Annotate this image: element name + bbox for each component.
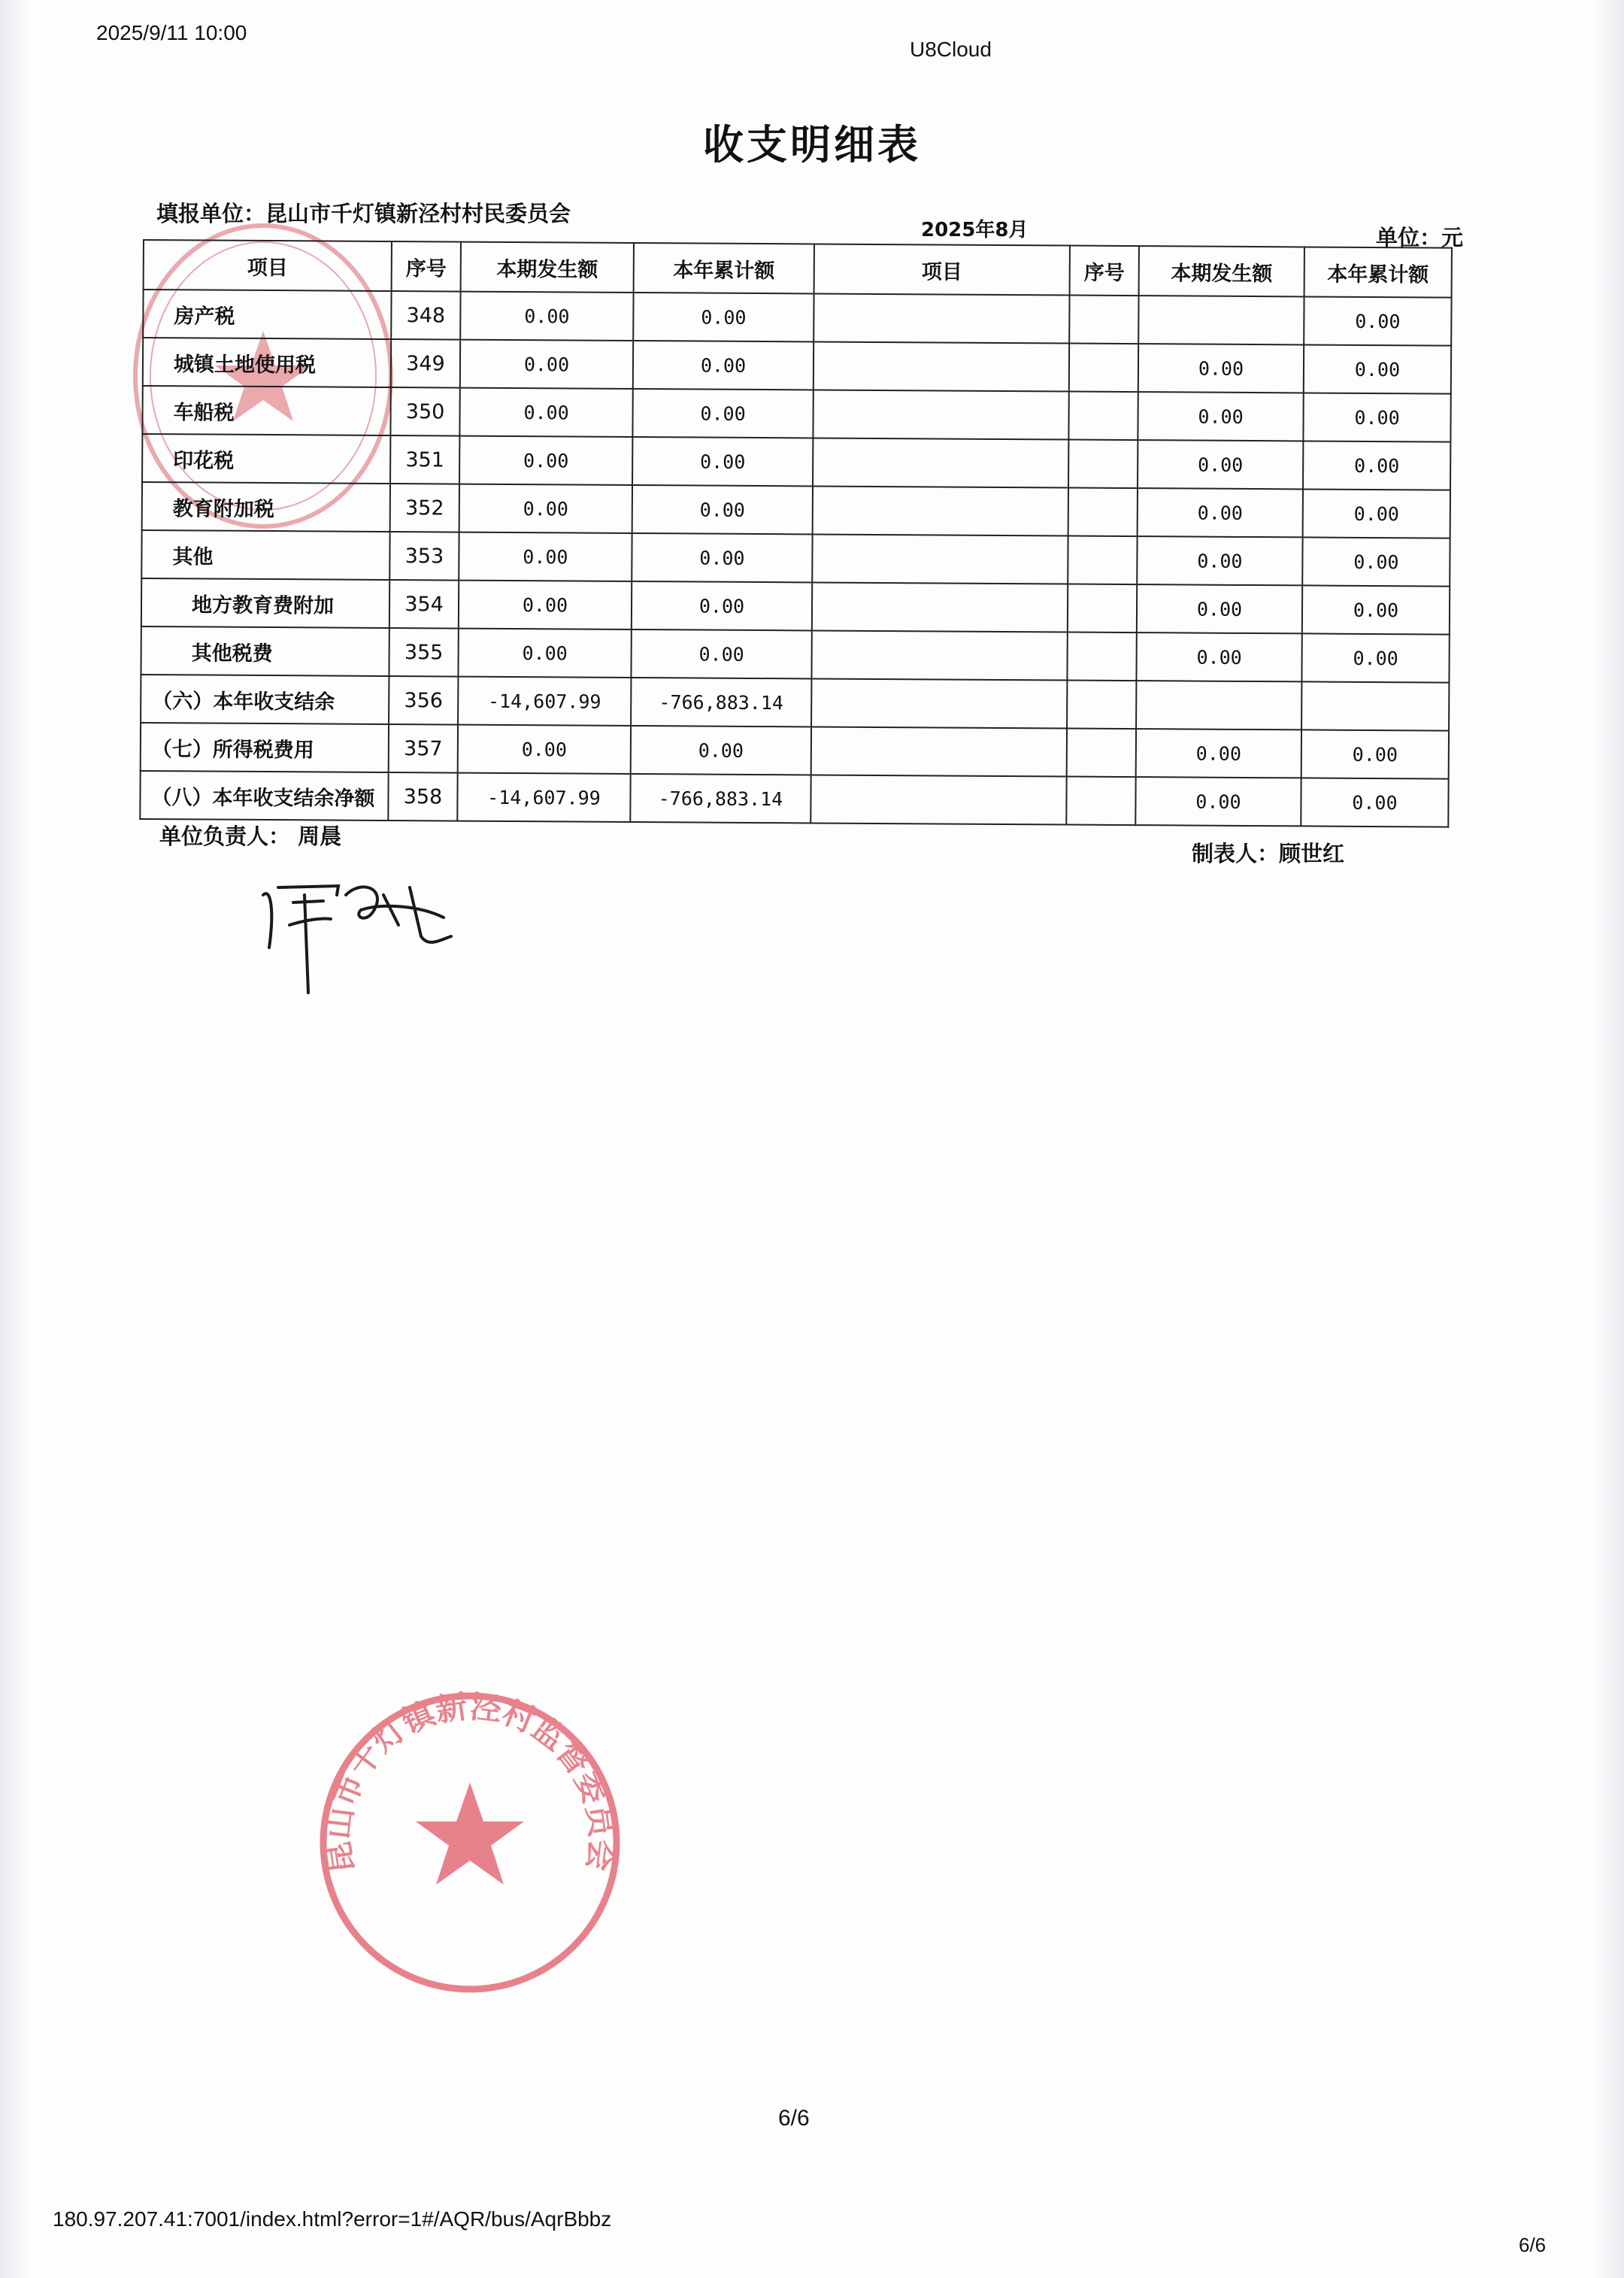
page-title: 收支明细表 — [703, 121, 921, 168]
header-ytd-left: 本年累计额 — [634, 243, 814, 293]
svg-text:昆山市千灯镇新泾村监督委员会: 昆山市千灯镇新泾村监督委员会 — [319, 1688, 621, 1876]
row-right-ytd: 0.00 — [1301, 730, 1449, 778]
row-ytd: 0.00 — [633, 341, 814, 390]
stamp-bottom-icon — [304, 1685, 635, 2000]
header-item-right: 项目 — [814, 244, 1070, 295]
row-right-item — [811, 630, 1067, 680]
row-right-ytd: 0.00 — [1303, 489, 1450, 538]
header-current-left: 本期发生额 — [461, 242, 634, 293]
row-current: -14,607.99 — [457, 773, 630, 822]
row-right-seq — [1067, 729, 1136, 778]
currency-unit: 单位：元 — [1376, 225, 1464, 250]
row-right-current — [1138, 296, 1304, 344]
row-item: 车船税 — [142, 386, 390, 435]
row-right-current: 0.00 — [1136, 729, 1301, 778]
row-right-seq — [1069, 296, 1138, 344]
row-seq: 357 — [389, 724, 458, 773]
scan-edge-right — [1594, 0, 1624, 2278]
row-right-ytd — [1301, 681, 1449, 730]
row-seq: 349 — [391, 339, 460, 388]
reporting-unit: 填报单位：昆山市千灯镇新泾村村民委员会 — [156, 201, 571, 226]
row-item: 城镇土地使用税 — [143, 338, 391, 387]
row-ytd: 0.00 — [633, 293, 814, 341]
row-right-item — [813, 390, 1068, 439]
scan-edge-left — [0, 0, 30, 2278]
row-right-item — [814, 293, 1069, 343]
row-seq: 350 — [390, 387, 459, 436]
row-item: （七）所得税费用 — [141, 723, 389, 772]
row-right-seq — [1067, 632, 1136, 681]
row-right-ytd: 0.00 — [1304, 344, 1451, 393]
preparer-label: 制表人：顾世红 — [1192, 841, 1345, 866]
row-current: 0.00 — [458, 725, 631, 774]
row-current: 0.00 — [459, 581, 632, 629]
table-row — [141, 578, 1450, 635]
unit-head-label: 单位负责人： 周晨 — [159, 824, 342, 849]
print-url: 180.97.207.41:7001/index.html?error=1#/AQR/bus/AqrBbbz — [53, 2207, 612, 2231]
row-ytd: 0.00 — [632, 389, 813, 438]
row-right-item — [813, 438, 1068, 487]
row-item: 其他税费 — [141, 626, 389, 676]
row-right-ytd: 0.00 — [1303, 393, 1450, 441]
page-indicator: 6/6 — [778, 2106, 810, 2131]
row-right-item — [811, 726, 1067, 776]
row-right-seq — [1069, 344, 1138, 393]
row-right-current: 0.00 — [1138, 344, 1304, 393]
row-right-current: 0.00 — [1138, 392, 1303, 441]
row-right-seq — [1068, 488, 1138, 537]
row-seq: 355 — [389, 628, 458, 677]
header-current-right: 本期发生额 — [1139, 246, 1304, 296]
table-row — [143, 338, 1451, 394]
row-item: 房产税 — [143, 290, 391, 339]
table-row — [142, 386, 1450, 442]
row-current: 0.00 — [459, 436, 632, 485]
handwritten-signature-icon — [248, 865, 459, 1000]
row-right-ytd: 0.00 — [1302, 537, 1450, 586]
row-right-current: 0.00 — [1138, 488, 1303, 537]
row-right-item — [812, 582, 1068, 632]
row-right-ytd: 0.00 — [1304, 296, 1451, 345]
row-right-seq — [1068, 440, 1138, 489]
row-ytd: -766,883.14 — [631, 678, 811, 726]
row-right-seq — [1067, 681, 1136, 730]
row-current: 0.00 — [459, 388, 632, 437]
row-right-seq — [1066, 777, 1135, 826]
row-seq: 352 — [390, 484, 459, 532]
row-right-item — [813, 486, 1068, 535]
row-right-seq — [1068, 584, 1137, 633]
row-current: 0.00 — [460, 340, 633, 389]
header-ytd-right: 本年累计额 — [1304, 247, 1452, 297]
row-right-seq — [1068, 392, 1138, 441]
row-ytd: 0.00 — [632, 533, 812, 582]
row-right-ytd: 0.00 — [1302, 585, 1450, 634]
table-row — [142, 482, 1450, 538]
row-current: -14,607.99 — [458, 677, 631, 726]
row-item: 印花税 — [142, 434, 390, 484]
row-ytd: 0.00 — [631, 726, 811, 775]
row-item: 教育附加税 — [142, 482, 390, 532]
table-header-row — [144, 240, 1452, 298]
row-right-ytd: 0.00 — [1301, 778, 1448, 827]
table-row — [142, 434, 1450, 490]
report-table — [139, 239, 1453, 828]
row-seq: 354 — [389, 580, 459, 629]
row-current: 0.00 — [459, 484, 632, 533]
table-row — [141, 530, 1450, 587]
row-right-current: 0.00 — [1136, 632, 1301, 681]
row-current: 0.00 — [458, 629, 631, 678]
row-seq: 353 — [389, 532, 459, 581]
table-row — [140, 771, 1448, 827]
row-ytd: 0.00 — [632, 437, 813, 486]
row-right-current — [1136, 681, 1301, 730]
row-item: （八）本年收支结余净额 — [140, 771, 388, 821]
row-right-item — [810, 775, 1066, 824]
row-right-current: 0.00 — [1137, 584, 1302, 633]
report-table-wrap — [139, 239, 1451, 828]
row-right-current: 0.00 — [1138, 440, 1303, 489]
row-item: 其他 — [141, 530, 389, 580]
row-current: 0.00 — [460, 292, 633, 341]
row-right-item — [812, 534, 1068, 584]
row-right-current: 0.00 — [1137, 536, 1302, 585]
print-page-number: 6/6 — [1519, 2234, 1547, 2256]
row-right-current: 0.00 — [1135, 777, 1301, 826]
row-seq: 358 — [388, 772, 457, 821]
row-seq: 348 — [391, 291, 460, 340]
row-ytd: 0.00 — [632, 485, 813, 534]
print-app-title: U8Cloud — [910, 38, 992, 61]
table-row — [143, 290, 1451, 346]
row-item: 地方教育费附加 — [141, 578, 389, 628]
print-datetime: 2025/9/11 10:00 — [96, 21, 247, 44]
row-seq: 351 — [390, 435, 459, 484]
row-ytd: 0.00 — [632, 581, 812, 630]
header-seq-left: 序号 — [392, 241, 461, 292]
row-right-seq — [1068, 536, 1137, 585]
row-seq: 356 — [389, 676, 458, 725]
row-right-ytd: 0.00 — [1301, 633, 1449, 682]
report-period: 2025年8月 — [921, 219, 1029, 241]
header-item-left: 项目 — [144, 240, 392, 291]
row-current: 0.00 — [459, 532, 632, 581]
row-right-item — [811, 678, 1067, 728]
table-row — [141, 723, 1449, 779]
row-item: （六）本年收支结余 — [141, 675, 389, 724]
row-ytd: -766,883.14 — [630, 774, 810, 823]
row-ytd: 0.00 — [631, 629, 811, 678]
row-right-ytd: 0.00 — [1303, 441, 1450, 490]
row-right-item — [814, 341, 1069, 391]
table-row — [141, 626, 1449, 683]
table-row — [141, 675, 1449, 731]
header-seq-right: 序号 — [1070, 246, 1139, 296]
